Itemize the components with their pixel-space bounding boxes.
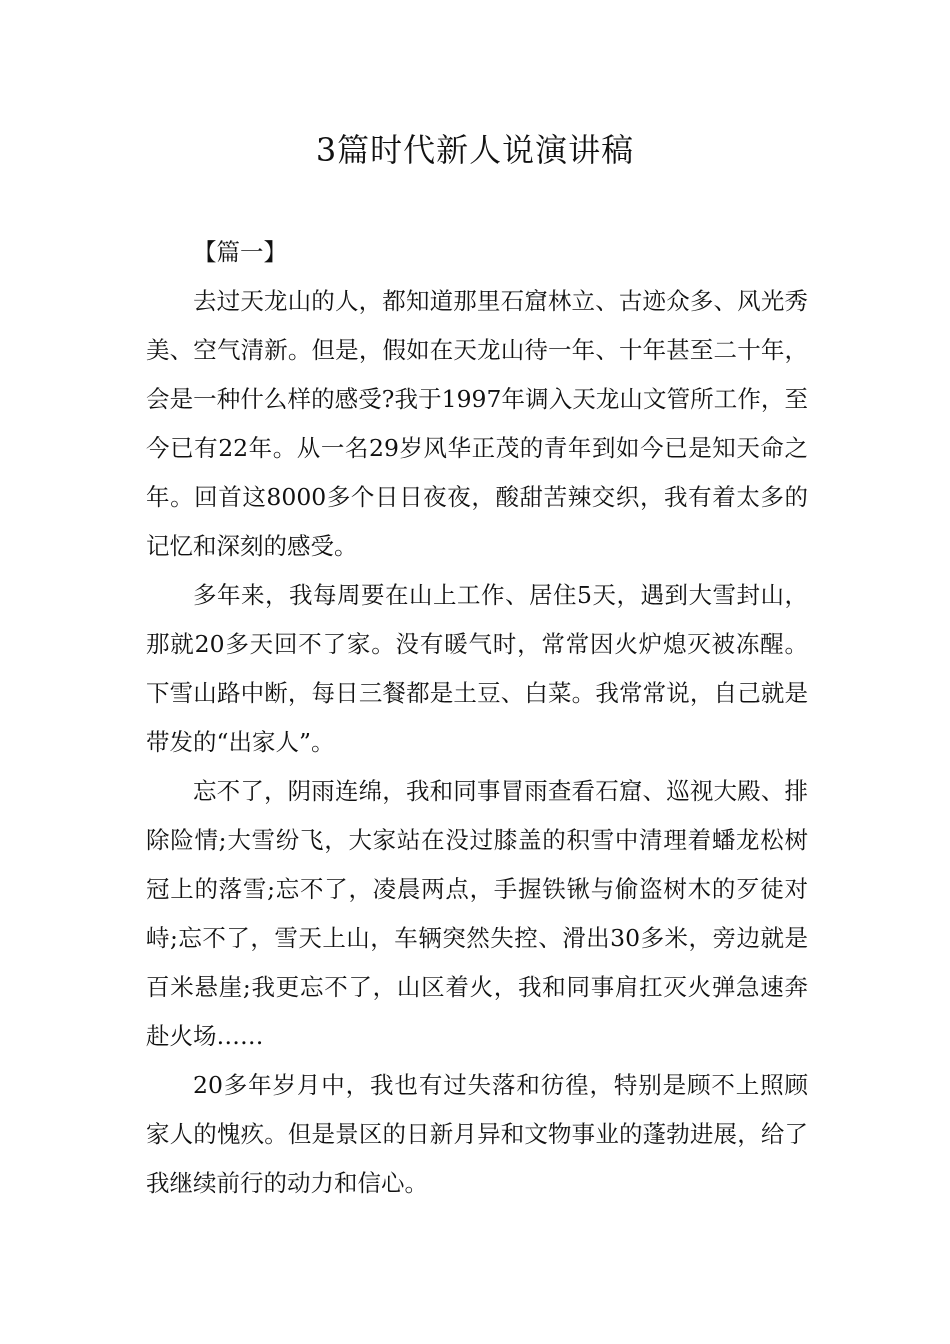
document-title: 3篇时代新人说演讲稿 — [315, 131, 635, 169]
section-heading: 【篇一】 — [193, 238, 287, 266]
paragraph-3: 忘不了，阴雨连绵，我和同事冒雨查看石窟、巡视大殿、排除险情;大雪纷飞，大家站在没过膝盖的积雪中清理着蟠龙松树冠上的落雪;忘不了，凌晨两点，手握铁锹与偷盗树木的歹徒对峙;忘不了，雪天上山，车辆突然失控、滑出30多米，旁边就是百米悬崖;我更忘不了，山区着火，我和同事肩扛灭火弹急速奔赴火场…… — [146, 777, 808, 1050]
paragraph-4: 20多年岁月中，我也有过失落和彷徨，特别是顾不上照顾家人的愧疚。但是景区的日新月异和文物事业的蓬勃进展，给了我继续前行的动力和信心。 — [146, 1071, 808, 1197]
paragraph-2: 多年来，我每周要在山上工作、居住5天，遇到大雪封山，那就20多天回不了家。没有暖气时，常常因火炉熄灭被冻醒。下雪山路中断，每日三餐都是土豆、白菜。我常常说，自己就是带发的“出家人”。 — [146, 581, 808, 756]
document-body — [146, 228, 808, 1208]
paragraph-1: 去过天龙山的人，都知道那里石窟林立、古迹众多、风光秀美、空气清新。但是，假如在天龙山待一年、十年甚至二十年，会是一种什么样的感受?我于1997年调入天龙山文管所工作，至今已有22年。从一名29岁风华正茂的青年到如今已是知天命之年。回首这8000多个日日夜夜，酸甜苦辣交织，我有着太多的记忆和深刻的感受。 — [146, 287, 808, 560]
